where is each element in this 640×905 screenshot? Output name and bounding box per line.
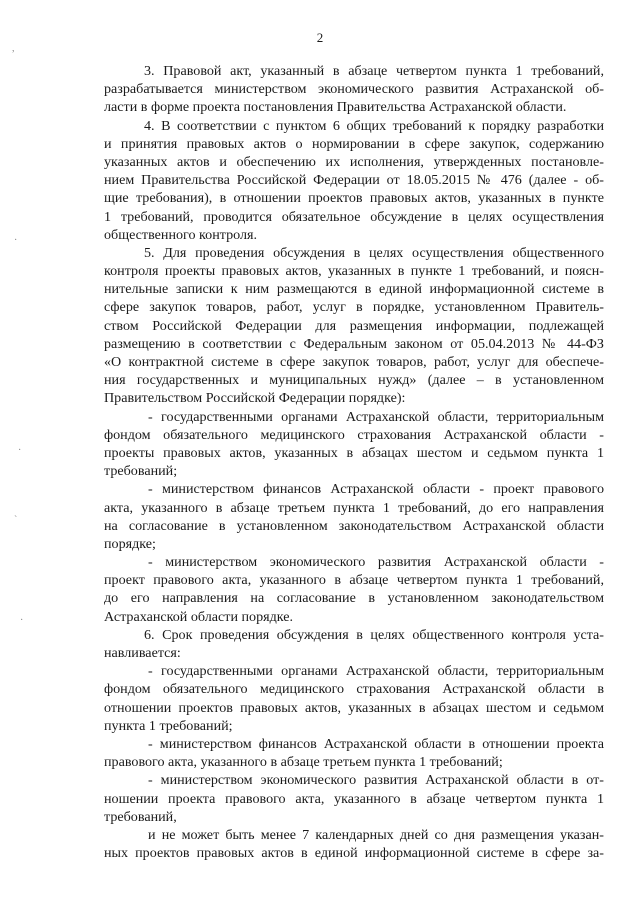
scan-mark: · [18, 445, 22, 456]
text-line: контроля проекты правовых актов, указанных в пункте 1 требований, и поясн- [104, 263, 604, 280]
document-body [104, 62, 604, 862]
scan-mark: · [14, 235, 18, 246]
text-line: нительные записки к ним размещаются в единой информационной системе в [104, 281, 604, 298]
text-line: сфере закупок товаров, работ, услуг в порядке, установленном Правитель- [104, 299, 604, 316]
text-line: «О контрактной системе в сфере закупок товаров, работ, услуг для обеспече- [104, 354, 604, 370]
text-line: - министерством экономического развития Астраханской области - [148, 554, 604, 571]
text-line: ласти в форме проекта постановления Правительства Астраханской области. [104, 99, 567, 116]
text-line: правового акта, указанного в абзаце третьем пункта 1 требований; [104, 754, 503, 771]
text-line: - министерством экономического развития Астраханской области в от- [148, 772, 604, 789]
text-line: отношении проектов правовых актов, указанных в абзацах шестом и седьмом [104, 699, 604, 716]
text-line: общественного контроля. [104, 226, 258, 243]
text-line: нием Правительства Российской Федерации от 18.05.2015 № 476 (далее - об- [104, 172, 604, 189]
text-line: порядке; [104, 535, 156, 552]
text-line: 1 требований, проводится обязательное обсуждение в целях осуществления [104, 208, 604, 225]
text-line: ством Российской Федерации для размещения информации, подлежащей [104, 317, 604, 334]
text-line: 3. Правовой акт, указанный в абзаце четвертом пункта 1 требований, [144, 63, 604, 79]
text-line: проект правового акта, указанного в абзаце четвертом пункта 1 требований, [104, 572, 604, 589]
text-line: Астраханской области порядке. [104, 608, 294, 625]
text-line: 4. В соответствии с пунктом 6 общих требований к порядку разработки [144, 117, 604, 134]
text-line: и принятия правовых актов о нормировании в сфере закупок, содержанию [104, 135, 604, 152]
text-line: требований, [104, 808, 177, 825]
text-line: ношении проекта правового акта, указанного в абзаце четвертом пункта 1 [104, 790, 604, 807]
text-line: на согласование в установленном законодательством Астраханской области [104, 517, 604, 534]
text-line: навливается: [104, 645, 181, 661]
text-line: Правительством Российской Федерации порядке): [104, 390, 406, 407]
scan-mark: , [12, 43, 15, 54]
text-line: фондом обязательного медицинского страхования Астраханской области в [104, 681, 604, 698]
text-line: - министерством финансов Астраханской области - проект правового [148, 481, 604, 498]
text-line: 6. Срок проведения обсуждения в целях общественного контроля уста- [144, 626, 604, 643]
text-line: щие требования), в отношении проектов правовых актов, указанных в пункте [104, 190, 604, 207]
text-line: разрабатывается министерством экономического развития Астраханской об- [104, 81, 604, 98]
text-line: - государственными органами Астраханской области, территориальным [148, 408, 604, 425]
text-line: 5. Для проведения обсуждения в целях осуществления общественного [144, 244, 604, 261]
text-line: требований; [104, 463, 178, 480]
text-line: акта, указанного в абзаце третьем пункта 1 требований, до его направления [104, 499, 604, 516]
text-line: проекты правовых актов, указанных в абзацах шестом и седьмом пункта 1 [104, 444, 604, 461]
text-line: ных проектов правовых актов в единой информационной системе в сфере за- [104, 845, 604, 862]
scan-mark: · [20, 615, 24, 626]
text-line: ния государственных и муниципальных нужд» (далее – в установленном [104, 372, 604, 389]
text-line: пункта 1 требований; [104, 717, 233, 734]
text-line: фондом обязательного медицинского страхования Астраханской области - [104, 426, 604, 443]
text-line: размещению в соответствии с Федеральным законом от 05.04.2013 № 44-ФЗ [104, 335, 604, 352]
text-line: до его направления на согласование в установленном законодательством [104, 590, 604, 607]
scan-mark: ` [14, 515, 18, 526]
text-line: - государственными органами Астраханской области, территориальным [148, 663, 604, 680]
text-line: и не может быть менее 7 календарных дней со дня размещения указан- [148, 826, 604, 843]
text-line: - министерством финансов Астраханской области в отношении проекта [148, 735, 604, 752]
page-number: 2 [316, 30, 324, 45]
text-line: указанных актов и обеспечению их исполнения, утвержденных постановле- [104, 153, 604, 170]
